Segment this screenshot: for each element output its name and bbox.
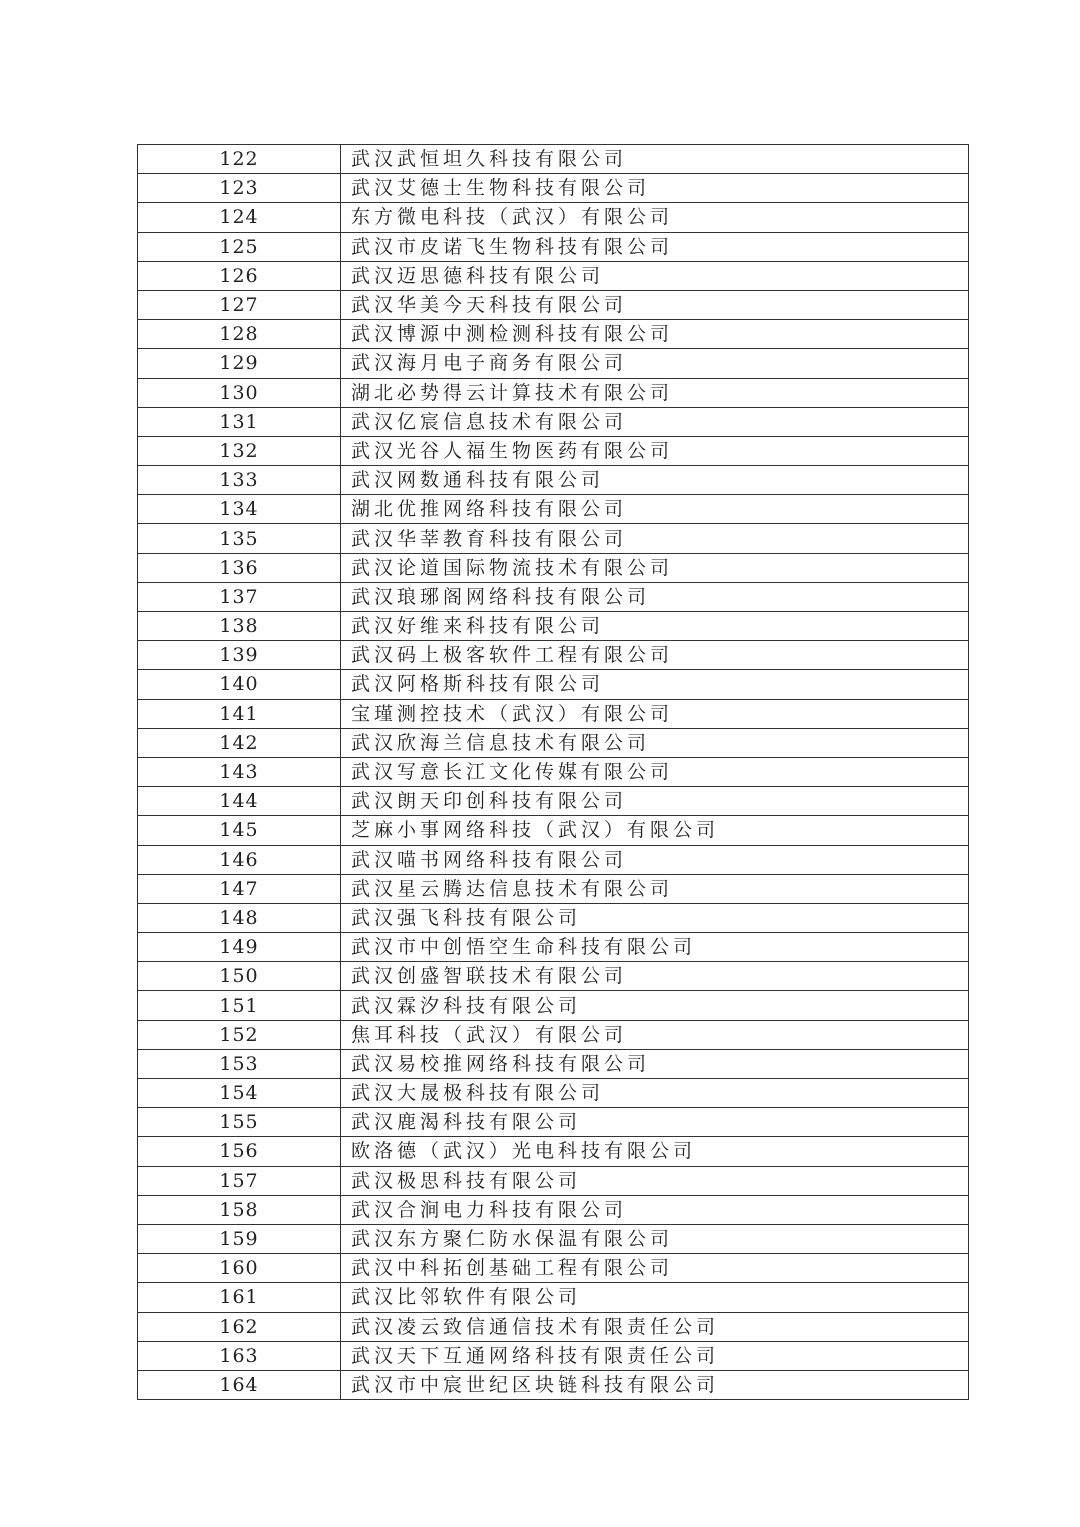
table-row bbox=[138, 1283, 969, 1312]
row-number-cell: 147 bbox=[138, 874, 341, 903]
company-name-cell: 武汉霖汐科技有限公司 bbox=[341, 991, 969, 1020]
row-number-cell: 156 bbox=[138, 1137, 341, 1166]
company-name-cell: 武汉网数通科技有限公司 bbox=[341, 466, 969, 495]
company-name-cell: 武汉阿格斯科技有限公司 bbox=[341, 670, 969, 699]
table-row bbox=[138, 1079, 969, 1108]
company-name-cell: 武汉迈思德科技有限公司 bbox=[341, 261, 969, 290]
row-number-cell: 128 bbox=[138, 320, 341, 349]
row-number-cell: 127 bbox=[138, 290, 341, 319]
company-name-cell: 武汉写意长江文化传媒有限公司 bbox=[341, 757, 969, 786]
company-name-cell: 武汉博源中测检测科技有限公司 bbox=[341, 320, 969, 349]
table-row bbox=[138, 641, 969, 670]
company-name-cell: 武汉亿宸信息技术有限公司 bbox=[341, 407, 969, 436]
table-row bbox=[138, 1049, 969, 1078]
row-number-cell: 142 bbox=[138, 728, 341, 757]
table-row bbox=[138, 203, 969, 232]
company-name-cell: 武汉比邻软件有限公司 bbox=[341, 1283, 969, 1312]
table-row bbox=[138, 962, 969, 991]
row-number-cell: 126 bbox=[138, 261, 341, 290]
row-number-cell: 161 bbox=[138, 1283, 341, 1312]
company-name-cell: 武汉合涧电力科技有限公司 bbox=[341, 1195, 969, 1224]
table-row bbox=[138, 874, 969, 903]
row-number-cell: 132 bbox=[138, 436, 341, 465]
table-row bbox=[138, 699, 969, 728]
row-number-cell: 141 bbox=[138, 699, 341, 728]
table-row bbox=[138, 1166, 969, 1195]
row-number-cell: 153 bbox=[138, 1049, 341, 1078]
company-name-cell: 武汉创盛智联技术有限公司 bbox=[341, 962, 969, 991]
row-number-cell: 159 bbox=[138, 1224, 341, 1253]
table-row bbox=[138, 495, 969, 524]
table-row bbox=[138, 845, 969, 874]
table-row bbox=[138, 1137, 969, 1166]
table-row bbox=[138, 320, 969, 349]
row-number-cell: 131 bbox=[138, 407, 341, 436]
company-name-cell: 武汉大晟极科技有限公司 bbox=[341, 1079, 969, 1108]
table-row bbox=[138, 290, 969, 319]
company-name-cell: 武汉海月电子商务有限公司 bbox=[341, 349, 969, 378]
table-row bbox=[138, 933, 969, 962]
table-row bbox=[138, 1254, 969, 1283]
table-row bbox=[138, 991, 969, 1020]
table-row bbox=[138, 787, 969, 816]
company-name-cell: 湖北优推网络科技有限公司 bbox=[341, 495, 969, 524]
row-number-cell: 154 bbox=[138, 1079, 341, 1108]
table-row bbox=[138, 757, 969, 786]
table-row bbox=[138, 349, 969, 378]
company-name-cell: 武汉星云腾达信息技术有限公司 bbox=[341, 874, 969, 903]
row-number-cell: 158 bbox=[138, 1195, 341, 1224]
company-name-cell: 宝瑾测控技术（武汉）有限公司 bbox=[341, 699, 969, 728]
table-row bbox=[138, 1224, 969, 1253]
company-name-cell: 武汉朗天印创科技有限公司 bbox=[341, 787, 969, 816]
company-name-cell: 武汉艾德士生物科技有限公司 bbox=[341, 174, 969, 203]
table-row bbox=[138, 174, 969, 203]
company-name-cell: 欧洛德（武汉）光电科技有限公司 bbox=[341, 1137, 969, 1166]
row-number-cell: 150 bbox=[138, 962, 341, 991]
table-row bbox=[138, 903, 969, 932]
row-number-cell: 136 bbox=[138, 553, 341, 582]
company-name-cell: 焦耳科技（武汉）有限公司 bbox=[341, 1020, 969, 1049]
table-row bbox=[138, 145, 969, 174]
row-number-cell: 140 bbox=[138, 670, 341, 699]
table-row bbox=[138, 816, 969, 845]
company-name-cell: 武汉市中宸世纪区块链科技有限公司 bbox=[341, 1370, 969, 1399]
company-name-cell: 武汉光谷人福生物医药有限公司 bbox=[341, 436, 969, 465]
company-name-cell: 武汉华美今天科技有限公司 bbox=[341, 290, 969, 319]
company-name-cell: 武汉天下互通网络科技有限责任公司 bbox=[341, 1341, 969, 1370]
company-name-cell: 武汉中科拓创基础工程有限公司 bbox=[341, 1254, 969, 1283]
table-row bbox=[138, 436, 969, 465]
table-row bbox=[138, 466, 969, 495]
row-number-cell: 139 bbox=[138, 641, 341, 670]
table-row bbox=[138, 407, 969, 436]
row-number-cell: 137 bbox=[138, 582, 341, 611]
table-row bbox=[138, 553, 969, 582]
company-name-cell: 武汉极思科技有限公司 bbox=[341, 1166, 969, 1195]
table-row bbox=[138, 1341, 969, 1370]
company-name-cell: 武汉华莘教育科技有限公司 bbox=[341, 524, 969, 553]
company-name-cell: 武汉琅琊阁网络科技有限公司 bbox=[341, 582, 969, 611]
row-number-cell: 155 bbox=[138, 1108, 341, 1137]
company-name-cell: 武汉东方聚仁防水保温有限公司 bbox=[341, 1224, 969, 1253]
company-name-cell: 武汉鹿渴科技有限公司 bbox=[341, 1108, 969, 1137]
company-name-cell: 湖北必势得云计算技术有限公司 bbox=[341, 378, 969, 407]
company-name-cell: 东方微电科技（武汉）有限公司 bbox=[341, 203, 969, 232]
company-list-table bbox=[137, 144, 969, 1400]
row-number-cell: 133 bbox=[138, 466, 341, 495]
row-number-cell: 124 bbox=[138, 203, 341, 232]
table-row bbox=[138, 1195, 969, 1224]
table-row bbox=[138, 1020, 969, 1049]
table-row bbox=[138, 1108, 969, 1137]
row-number-cell: 152 bbox=[138, 1020, 341, 1049]
company-name-cell: 武汉武恒坦久科技有限公司 bbox=[341, 145, 969, 174]
company-name-cell: 武汉强飞科技有限公司 bbox=[341, 903, 969, 932]
row-number-cell: 148 bbox=[138, 903, 341, 932]
row-number-cell: 135 bbox=[138, 524, 341, 553]
table-row bbox=[138, 728, 969, 757]
row-number-cell: 125 bbox=[138, 232, 341, 261]
row-number-cell: 123 bbox=[138, 174, 341, 203]
row-number-cell: 138 bbox=[138, 612, 341, 641]
row-number-cell: 144 bbox=[138, 787, 341, 816]
table-row bbox=[138, 261, 969, 290]
row-number-cell: 160 bbox=[138, 1254, 341, 1283]
company-name-cell: 武汉易校推网络科技有限公司 bbox=[341, 1049, 969, 1078]
row-number-cell: 122 bbox=[138, 145, 341, 174]
table-row bbox=[138, 612, 969, 641]
row-number-cell: 129 bbox=[138, 349, 341, 378]
row-number-cell: 146 bbox=[138, 845, 341, 874]
table-row bbox=[138, 1370, 969, 1399]
table-row bbox=[138, 670, 969, 699]
row-number-cell: 143 bbox=[138, 757, 341, 786]
company-name-cell: 武汉凌云致信通信技术有限责任公司 bbox=[341, 1312, 969, 1341]
company-name-cell: 武汉码上极客软件工程有限公司 bbox=[341, 641, 969, 670]
table-row bbox=[138, 582, 969, 611]
company-name-cell: 武汉论道国际物流技术有限公司 bbox=[341, 553, 969, 582]
company-name-cell: 武汉市中创悟空生命科技有限公司 bbox=[341, 933, 969, 962]
company-list-body bbox=[138, 145, 969, 1400]
company-name-cell: 武汉喵书网络科技有限公司 bbox=[341, 845, 969, 874]
row-number-cell: 130 bbox=[138, 378, 341, 407]
table-row bbox=[138, 378, 969, 407]
company-name-cell: 武汉欣海兰信息技术有限公司 bbox=[341, 728, 969, 757]
table-row bbox=[138, 232, 969, 261]
row-number-cell: 149 bbox=[138, 933, 341, 962]
row-number-cell: 162 bbox=[138, 1312, 341, 1341]
row-number-cell: 157 bbox=[138, 1166, 341, 1195]
row-number-cell: 164 bbox=[138, 1370, 341, 1399]
table-row bbox=[138, 524, 969, 553]
company-name-cell: 芝麻小事网络科技（武汉）有限公司 bbox=[341, 816, 969, 845]
company-name-cell: 武汉市皮诺飞生物科技有限公司 bbox=[341, 232, 969, 261]
row-number-cell: 163 bbox=[138, 1341, 341, 1370]
company-name-cell: 武汉好维来科技有限公司 bbox=[341, 612, 969, 641]
row-number-cell: 145 bbox=[138, 816, 341, 845]
row-number-cell: 151 bbox=[138, 991, 341, 1020]
table-row bbox=[138, 1312, 969, 1341]
row-number-cell: 134 bbox=[138, 495, 341, 524]
